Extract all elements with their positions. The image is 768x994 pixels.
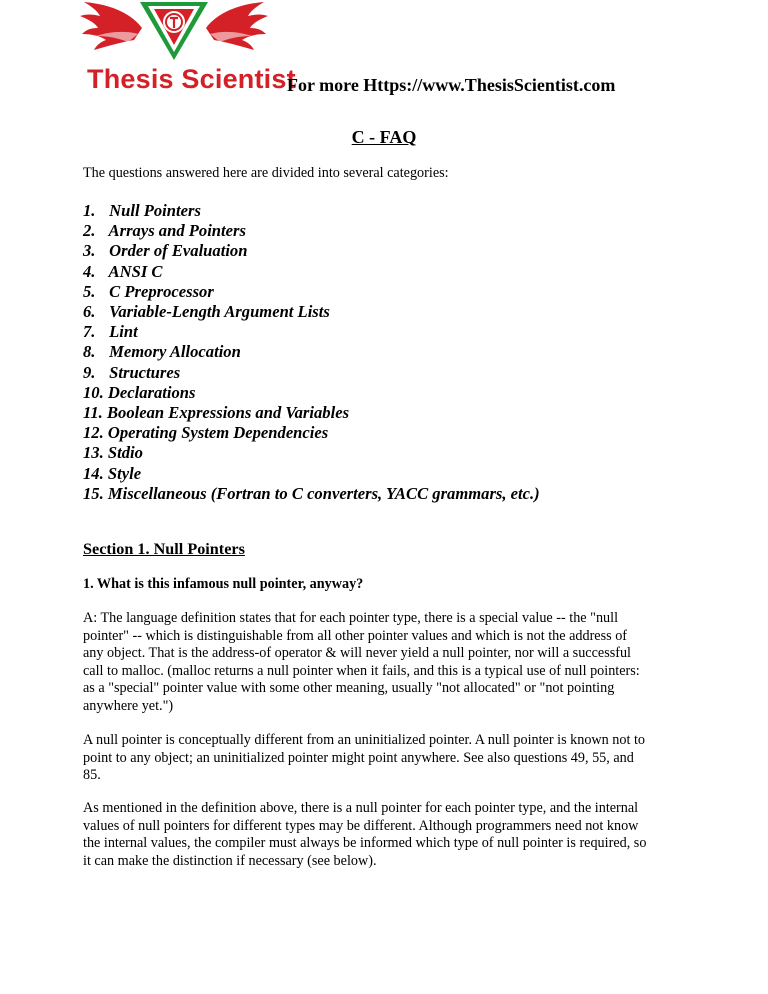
- category-item: 8. Memory Allocation: [83, 342, 241, 362]
- logo-text: Thesis Scientist: [87, 64, 296, 94]
- winged-emblem-icon: [78, 0, 278, 64]
- body-paragraph: As mentioned in the definition above, there is a null pointer for each pointer type, and the internal values of null pointers for different types may be different. Although programmers need not know the internal values, the compiler must always be informed which type of null pointer is required, so it can make the distinction if necessary (see below).: [83, 800, 647, 869]
- intro-text: The questions answered here are divided into several categories:: [83, 165, 449, 181]
- answer-paragraph: A: The language definition states that for each pointer type, there is a special value -- the "null pointer" -- which is distinguishable from all other pointer values and which is not the address of any object. That is the address-of operator & will never yield a null pointer, nor will a successful call to malloc. (malloc returns a null pointer when it fails, and this is a typical use of null pointers: as a "special" pointer value with some other meaning, usually "not allocated" or "not pointing anywhere yet."): [83, 610, 640, 714]
- section-heading: Section 1. Null Pointers: [83, 540, 245, 558]
- category-item: 11. Boolean Expressions and Variables: [83, 403, 350, 423]
- category-item: 3. Order of Evaluation: [83, 241, 248, 261]
- category-item: 5. C Preprocessor: [83, 281, 214, 301]
- body-paragraph: A null pointer is conceptually different from an uninitialized pointer. A null pointer is known not to point to any object; an uninitialized pointer might point anywhere. See also questions 49, 55, and 85.: [83, 732, 646, 784]
- category-item: 4. ANSI C: [83, 261, 163, 281]
- document-title: C - FAQ: [351, 127, 417, 147]
- category-item: 10. Declarations: [83, 382, 196, 402]
- category-item: 7. Lint: [83, 322, 138, 342]
- category-item: 13. Stdio: [83, 443, 143, 463]
- category-item: 1. Null Pointers: [83, 201, 201, 220]
- category-item: 15. Miscellaneous (Fortran to C converters, YACC grammars, etc.): [83, 483, 540, 503]
- category-item: 12. Operating System Dependencies: [83, 423, 329, 443]
- category-item: 9. Structures: [83, 362, 181, 382]
- category-item: 2. Arrays and Pointers: [83, 221, 246, 241]
- category-item: 6. Variable-Length Argument Lists: [83, 302, 330, 322]
- category-list: [83, 201, 540, 504]
- category-item: 14. Style: [83, 463, 142, 483]
- question-heading: 1. What is this infamous null pointer, anyway?: [83, 576, 364, 592]
- thesis-scientist-logo: [78, 0, 296, 100]
- header-website-link[interactable]: For more Https://www.ThesisScientist.com: [287, 75, 616, 95]
